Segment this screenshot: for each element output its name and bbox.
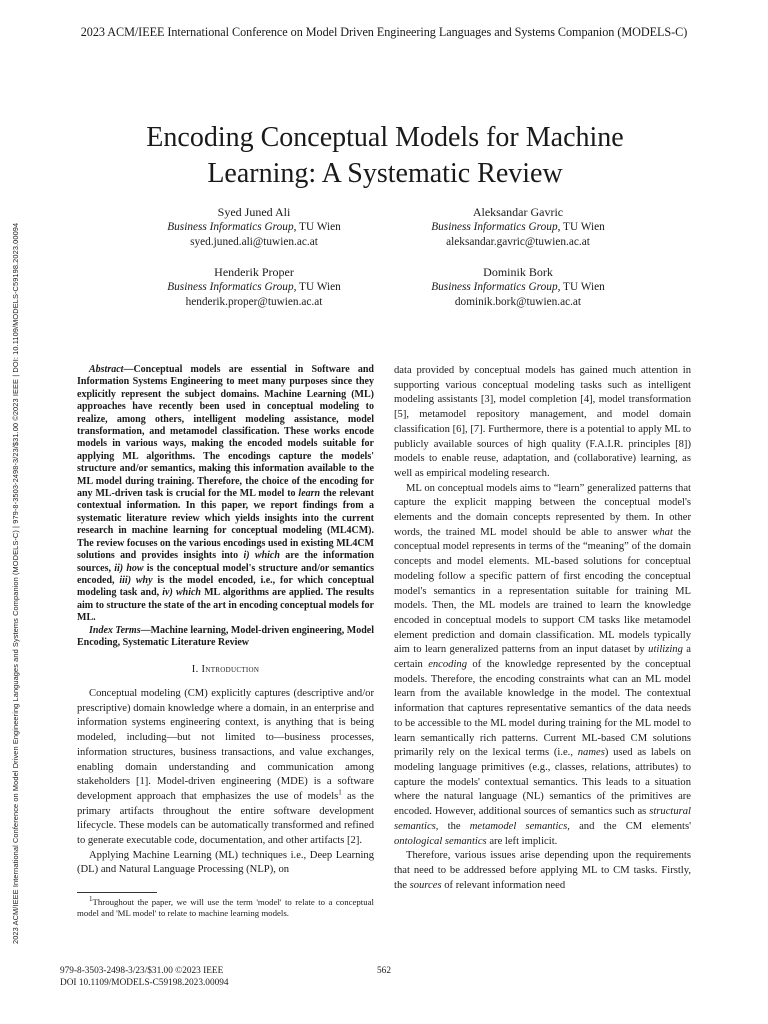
author-block-1: [124, 205, 384, 250]
body-paragraph-3: Therefore, various issues arise depending upon the requirements that need to be addressed before applying ML to CM tasks. Firstly, the sources of relevant information need: [394, 850, 691, 891]
paper-title: [80, 120, 690, 192]
section-heading-introduction: I. Introduction: [191, 664, 260, 676]
title-line-1: Encoding Conceptual Models for Machine: [146, 122, 624, 153]
author-email: henderik.proper@tuwien.ac.at: [185, 296, 323, 308]
footnote: $^1$Throughout the paper, we will use the term 'model' to relate to a conceptual model and 'ML model' to relate to machine learning models.: [77, 895, 374, 919]
left-column: [77, 364, 374, 919]
author-affiliation: Business Informatics Group, TU Wien: [167, 281, 341, 293]
abstract: Abstract—Conceptual models are essential in Software and Information Systems Engineering to meet many purposes since they explicitly represent the subject domains. Machine Learning (ML) approaches have recently been used in conceptual modeling to realize, among others, intelligent modeling assistance, model transformation, and metamodel classification. These works encode models in various ways, making the encoded models suitable for applying ML algorithms. The encodings capture the models' structure and/or semantics, making this information available to the ML model during training. Therefore, the choice of the encoding for any ML-driven task is crucial for the ML model to learn the relevant contextual information. In this paper, we report findings from a systematic literature review which yields insights into the current research in machine learning for conceptual modeling (ML4CM). The review focuses on the various encodings used in existing ML4CM solutions and provides insights into i) which are the information sources, ii) how is the conceptual model's structure and/or semantics encoded, iii) why is the model encoded, i.e., for which conceptual modeling task and, iv) which ML algorithms are applied. The results aim to structure the state of the art in encoding conceptual models for ML.: [77, 364, 375, 624]
author-name: Dominik Bork: [483, 265, 553, 279]
author-name: Syed Juned Ali: [217, 205, 291, 219]
author-email: syed.juned.ali@tuwien.ac.at: [190, 236, 318, 248]
body-paragraph-2: ML on conceptual models aims to “learn” generalized patterns that capture the explicit mapping between the conceptual model's elements and the domain concepts represented by them. In other words, the trained ML model should be able to answer what the conceptual model represents in terms of the “meaning” of the domain concepts and model elements. ML-based solutions for conceptual modeling follow a specific pattern of first encoding the conceptual model's semantics in a representation suitable for training ML models. Then, the ML models are trained to learn the knowledge encoded in conceptual models to support CM tasks like metamodel element prediction and domain classification. ML models typically aim to learn generalized patterns from an input dataset by utilizing a certain encoding of the knowledge represented by the conceptual models. Therefore, the encoding constraints what can an ML model learn from the available knowledge in the model. The contextual information that captures representative semantics of the data needs to be accessible to the ML model during training for the ML model to learn semantically rich patterns. Current ML-based CM solutions primarily rely on the lexical terms (i.e., names) used as labels on modeling language primitives (e.g., classes, relations, attributes) to capture the models' contextual semantics. This leads to a situation where the natural language (NL) semantics of the primitives are encoded. However, additional sources of semantics such as structural semantics, the metamodel semantics, and the CM elements' ontological semantics are left implicit.: [394, 482, 692, 847]
intro-paragraph-1: Conceptual modeling (CM) explicitly captures (descriptive and/or prescriptive) domain knowledge where a domain, in an enterprise and information systems engineering context, is anything that is being modeled, including—but not limited to—business processes, information structures, business transactions, and value exchanges, enabling domain understanding and communication among stakeholders [1]. Model-driven engineering (MDE) is a software development approach that emphasizes the use of models$^1$ as the primary artifacts throughout the entire software development lifecycle. These models can be automatically transformed and refined to generate executable code, documentation, and other artifacts [2].: [77, 688, 374, 847]
author-block-2: [388, 205, 648, 250]
footer-doi: DOI 10.1109/MODELS-C59198.2023.00094: [60, 977, 229, 988]
author-name: Henderik Proper: [214, 265, 294, 279]
author-affiliation: Business Informatics Group, TU Wien: [431, 221, 605, 233]
author-name: Aleksandar Gavric: [472, 205, 564, 219]
page-number: 562: [377, 966, 391, 976]
right-column: [394, 364, 691, 893]
side-doi-text: 2023 ACM/IEEE International Conference on Model Driven Engineering Languages and Systems Companion (MODELS-C) | 979-8-3503-2498-3/23/$31.00 ©2023 IEEE | DOI: 10.1109/MODELS-C59198.2023.00094: [11, 222, 20, 944]
conference-header: 2023 ACM/IEEE International Conference on Model Driven Engineering Languages and Systems Companion (MODELS-C): [80, 25, 688, 39]
author-email: dominik.bork@tuwien.ac.at: [454, 296, 582, 308]
side-doi-strip: [3, 60, 19, 944]
author-email: aleksandar.gavric@tuwien.ac.at: [446, 236, 590, 248]
author-block-3: [124, 265, 384, 310]
footnote-rule: [77, 892, 157, 893]
index-terms: Index Terms—Machine learning, Model-driven engineering, Model Encoding, Systematic Literature Review: [77, 624, 374, 648]
author-affiliation: Business Informatics Group, TU Wien: [431, 281, 605, 293]
intro-paragraph-2: Applying Machine Learning (ML) techniques i.e., Deep Learning (DL) and Natural Language Processing (NLP), on: [77, 849, 374, 876]
title-line-2: Learning: A Systematic Review: [207, 158, 563, 189]
body-paragraph-1: data provided by conceptual models has gained much attention in supporting various conceptual modeling tasks such as intelligent modeling assistants [3], model completion [4], model transformation [5], metamodel repository management, and model domain classification [6], [7]. Furthermore, there is a potential to apply ML to publicly available sources of high quality (F.A.I.R. principles [8]) models to enable reuse, adaptation, and (collaborative) learning, as well as empirical modeling research.: [394, 365, 691, 479]
author-affiliation: Business Informatics Group, TU Wien: [167, 221, 341, 233]
footer-isbn: 979-8-3503-2498-3/23/$31.00 ©2023 IEEE: [60, 966, 224, 976]
author-block-4: [388, 265, 648, 310]
